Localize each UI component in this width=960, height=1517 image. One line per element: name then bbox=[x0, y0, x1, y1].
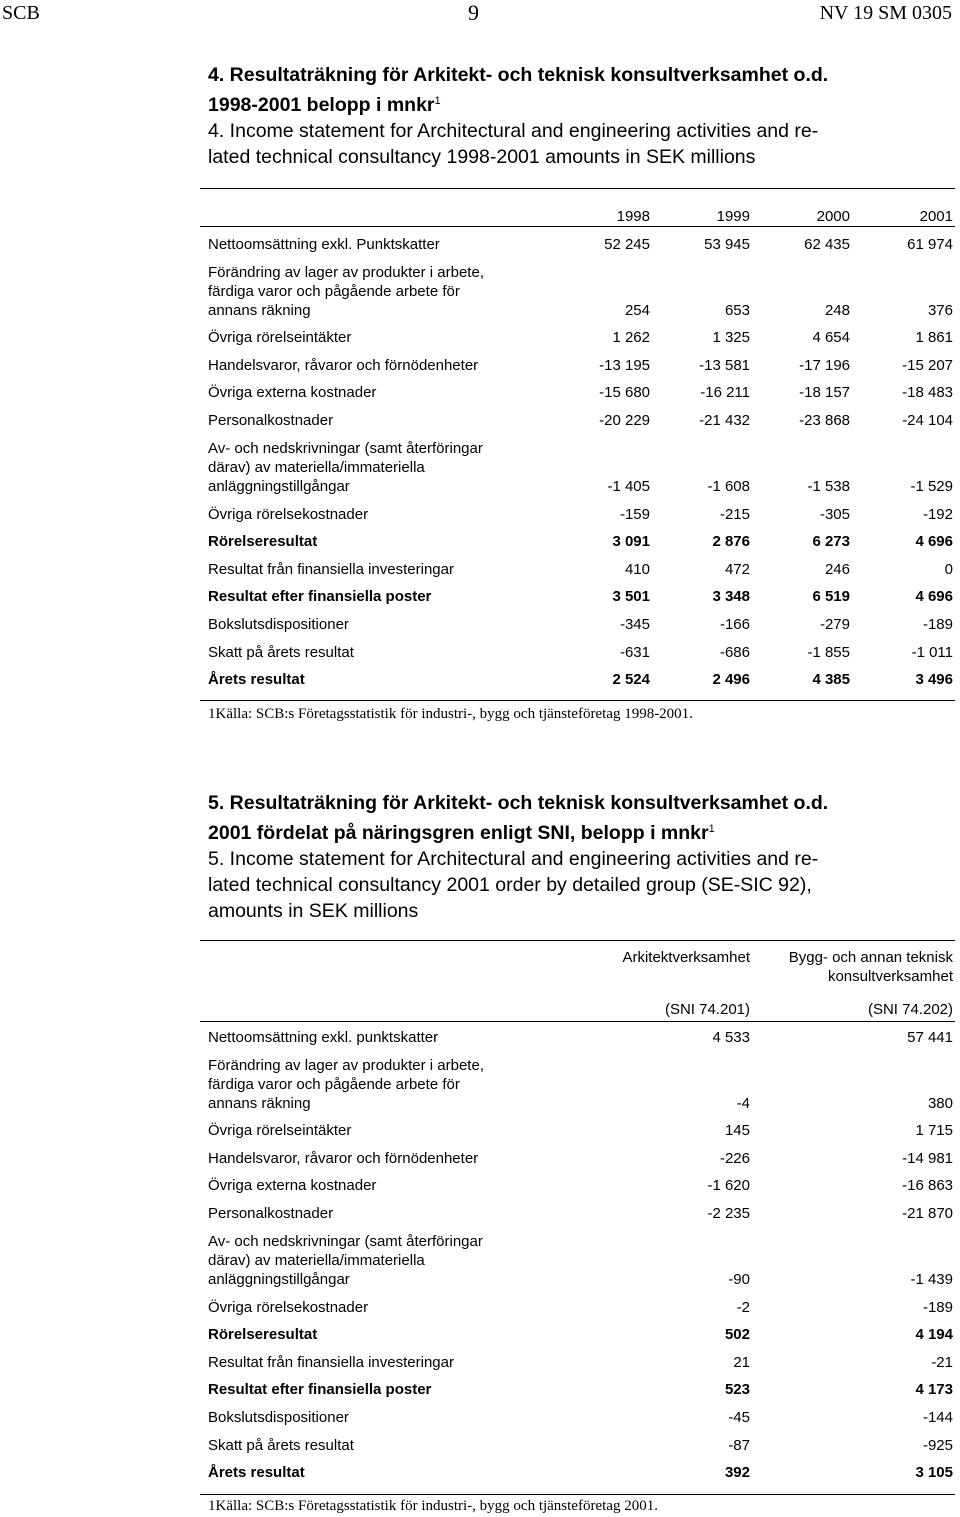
table-row bbox=[208, 254, 953, 320]
cell-value: -279 bbox=[819, 615, 850, 633]
activity-header: Bygg- och annan teknisk konsultverksamhet bbox=[788, 949, 953, 985]
cell-value: -1 620 bbox=[707, 1177, 750, 1195]
row-label: Bokslutsdispositioner bbox=[208, 1408, 349, 1426]
table-row bbox=[208, 320, 953, 348]
cell-value: -90 bbox=[728, 1270, 750, 1288]
row-label: Årets resultat bbox=[208, 1464, 305, 1482]
cell-value: 254 bbox=[624, 301, 650, 319]
table-row bbox=[208, 1399, 953, 1427]
table-row bbox=[208, 1223, 953, 1289]
footnote-marker: 1 bbox=[708, 823, 715, 835]
table-row bbox=[208, 1113, 953, 1141]
table-row bbox=[208, 551, 953, 579]
table-row bbox=[208, 606, 953, 634]
cell-value: -23 868 bbox=[799, 411, 850, 429]
year-header: 2001 bbox=[919, 208, 953, 225]
row-label: Rörelseresultat bbox=[208, 533, 318, 551]
cell-value: -2 235 bbox=[707, 1204, 750, 1222]
cell-value: 3 348 bbox=[712, 588, 750, 606]
row-label: Personalkostnader bbox=[208, 1204, 334, 1222]
cell-value: -631 bbox=[619, 643, 650, 661]
cell-value: 392 bbox=[724, 1464, 750, 1482]
cell-value: 2 876 bbox=[712, 533, 750, 551]
table-row bbox=[208, 226, 953, 254]
table-row bbox=[208, 662, 953, 690]
cell-value: 1 715 bbox=[915, 1122, 953, 1140]
table4-footnote: 1Källa: SCB:s Företagsstatistik för industri-, bygg och tjänsteföretag 1998-2001. bbox=[208, 706, 693, 722]
cell-value: -159 bbox=[619, 505, 650, 523]
cell-value: 3 105 bbox=[915, 1464, 953, 1482]
cell-value: 4 696 bbox=[915, 533, 953, 551]
cell-value: -24 104 bbox=[902, 411, 953, 429]
table-row bbox=[208, 430, 953, 496]
cell-value: 4 696 bbox=[915, 588, 953, 606]
cell-value: -1 439 bbox=[910, 1270, 953, 1288]
page-number: 9 bbox=[468, 0, 479, 25]
row-label: Bokslutsdispositioner bbox=[208, 615, 349, 633]
activity-header: Arkitektverksamhet bbox=[622, 949, 750, 966]
cell-value: -17 196 bbox=[799, 356, 850, 374]
cell-value: 1 861 bbox=[915, 329, 953, 347]
cell-value: 1 262 bbox=[612, 329, 650, 347]
cell-value: 472 bbox=[724, 560, 750, 578]
cell-value: -166 bbox=[719, 615, 750, 633]
cell-value: -13 195 bbox=[599, 356, 650, 374]
cell-value: 21 bbox=[733, 1353, 750, 1371]
cell-value: 57 441 bbox=[907, 1028, 953, 1046]
cell-value: 502 bbox=[724, 1326, 750, 1344]
cell-value: 6 519 bbox=[812, 588, 850, 606]
table-row bbox=[208, 1372, 953, 1400]
cell-value: 52 245 bbox=[604, 235, 650, 253]
table4-title-swedish: 4. Resultaträkning för Arkitekt- och teknisk konsultverksamhet o.d. 1998-2001 belopp i mnkr$^1$ bbox=[208, 64, 829, 116]
table4-bottom-rule bbox=[200, 700, 955, 701]
table-row bbox=[208, 1317, 953, 1345]
table-row bbox=[208, 402, 953, 430]
cell-value: 4 194 bbox=[915, 1326, 953, 1344]
cell-value: -15 207 bbox=[902, 356, 953, 374]
cell-value: 248 bbox=[824, 301, 850, 319]
cell-value: 523 bbox=[724, 1381, 750, 1399]
cell-value: 4 654 bbox=[812, 329, 850, 347]
footnote-marker: 1 bbox=[434, 95, 441, 107]
publisher-label: SCB bbox=[2, 2, 40, 24]
cell-value: -305 bbox=[819, 505, 850, 523]
cell-value: -20 229 bbox=[599, 411, 650, 429]
table4-title bbox=[208, 62, 948, 170]
cell-value: -1 538 bbox=[807, 477, 850, 495]
cell-value: -925 bbox=[922, 1436, 953, 1454]
row-label: Förändring av lager av produkter i arbete, färdiga varor och pågående arbete för annans räkning bbox=[208, 263, 484, 319]
cell-value: 2 524 bbox=[612, 671, 650, 689]
cell-value: 376 bbox=[927, 301, 953, 319]
cell-value: -1 855 bbox=[807, 643, 850, 661]
cell-value: -14 981 bbox=[902, 1149, 953, 1167]
cell-value: 3 091 bbox=[612, 533, 650, 551]
table4-title-english: 4. Income statement for Architectural and engineering activities and re- lated technical consultancy 1998-2001 amounts in SEK millions bbox=[208, 120, 819, 168]
table5-top-rule bbox=[200, 940, 955, 941]
table-row bbox=[208, 579, 953, 607]
table5-title-swedish: 5. Resultaträkning för Arkitekt- och teknisk konsultverksamhet o.d. 2001 fördelat på näringsgren enligt SNI, belopp i mnkr$^1$ bbox=[208, 792, 829, 844]
table-row bbox=[208, 1168, 953, 1196]
cell-value: -18 483 bbox=[902, 384, 953, 402]
cell-value: -2 bbox=[736, 1298, 750, 1316]
row-label: Övriga rörelsekostnader bbox=[208, 1298, 369, 1316]
cell-value: -345 bbox=[619, 615, 650, 633]
cell-value: -16 863 bbox=[902, 1177, 953, 1195]
row-label: Övriga externa kostnader bbox=[208, 1177, 377, 1195]
page-header bbox=[0, 0, 960, 30]
row-label: Resultat efter finansiella poster bbox=[208, 588, 432, 606]
cell-value: -16 211 bbox=[700, 384, 750, 402]
cell-value: 6 273 bbox=[812, 533, 850, 551]
table5-code-row bbox=[208, 992, 953, 1019]
table-row bbox=[208, 1140, 953, 1168]
cell-value: -144 bbox=[922, 1408, 953, 1426]
table-row bbox=[208, 1455, 953, 1483]
table-row bbox=[208, 634, 953, 662]
cell-value: -15 680 bbox=[599, 384, 650, 402]
row-label: Övriga rörelseintäkter bbox=[208, 1122, 352, 1140]
table5-header-row bbox=[208, 948, 953, 992]
cell-value: 4 533 bbox=[712, 1028, 750, 1046]
year-header: 1998 bbox=[616, 208, 650, 225]
table5-title-english: 5. Income statement for Architectural and engineering activities and re- lated technical consultancy 2001 order by detailed group (SE-SIC 92), amounts in SEK millions bbox=[208, 848, 819, 922]
row-label: Resultat från finansiella investeringar bbox=[208, 1353, 454, 1371]
table-row bbox=[208, 496, 953, 524]
row-label: Resultat från finansiella investeringar bbox=[208, 560, 454, 578]
cell-value: -1 405 bbox=[607, 477, 650, 495]
table4-top-rule bbox=[200, 188, 955, 189]
row-label: Övriga rörelseintäkter bbox=[208, 329, 352, 347]
row-label: Personalkostnader bbox=[208, 411, 334, 429]
table4-header-row bbox=[208, 198, 953, 226]
cell-value: -13 581 bbox=[699, 356, 750, 374]
row-label: Av- och nedskrivningar (samt återföringar därav) av materiella/immateriella anläggningstillgångar bbox=[208, 439, 483, 495]
cell-value: 145 bbox=[724, 1122, 750, 1140]
row-label: Nettoomsättning exkl. Punktskatter bbox=[208, 235, 440, 253]
cell-value: -1 529 bbox=[910, 477, 953, 495]
cell-value: 1 325 bbox=[712, 329, 750, 347]
table-row bbox=[208, 1047, 953, 1113]
cell-value: -87 bbox=[728, 1436, 750, 1454]
cell-value: 3 496 bbox=[915, 671, 953, 689]
cell-value: 410 bbox=[624, 560, 650, 578]
cell-value: -45 bbox=[728, 1408, 750, 1426]
cell-value: -189 bbox=[922, 615, 953, 633]
row-label: Rörelseresultat bbox=[208, 1326, 318, 1344]
table-row bbox=[208, 1019, 953, 1047]
cell-value: -215 bbox=[719, 505, 750, 523]
table-row bbox=[208, 347, 953, 375]
report-code: NV 19 SM 0305 bbox=[819, 2, 952, 24]
row-label: Nettoomsättning exkl. punktskatter bbox=[208, 1028, 439, 1046]
row-label: Övriga rörelsekostnader bbox=[208, 505, 369, 523]
row-label: Skatt på årets resultat bbox=[208, 1436, 354, 1454]
cell-value: 61 974 bbox=[907, 235, 953, 253]
cell-value: -1 608 bbox=[707, 477, 750, 495]
row-label: Förändring av lager av produkter i arbete, färdiga varor och pågående arbete för annans räkning bbox=[208, 1056, 484, 1112]
cell-value: -192 bbox=[922, 505, 953, 523]
row-label: Av- och nedskrivningar (samt återföringar därav) av materiella/immateriella anläggningstillgångar bbox=[208, 1232, 483, 1288]
cell-value: 4 173 bbox=[915, 1381, 953, 1399]
year-header: 2000 bbox=[816, 208, 850, 225]
row-label: Årets resultat bbox=[208, 671, 305, 689]
table5-bottom-rule bbox=[200, 1494, 955, 1495]
sni-code-header: (SNI 74.201) bbox=[664, 1001, 750, 1018]
table4 bbox=[208, 198, 953, 689]
cell-value: 62 435 bbox=[804, 235, 850, 253]
cell-value: -189 bbox=[922, 1298, 953, 1316]
cell-value: -21 432 bbox=[699, 411, 750, 429]
row-label: Resultat efter finansiella poster bbox=[208, 1381, 432, 1399]
row-label: Skatt på årets resultat bbox=[208, 643, 354, 661]
cell-value: 653 bbox=[724, 301, 750, 319]
cell-value: 380 bbox=[927, 1094, 953, 1112]
cell-value: -4 bbox=[736, 1094, 750, 1112]
row-label: Handelsvaror, råvaror och förnödenheter bbox=[208, 356, 479, 374]
cell-value: -21 870 bbox=[902, 1204, 953, 1222]
table5 bbox=[208, 948, 953, 1482]
cell-value: 3 501 bbox=[612, 588, 650, 606]
table-row bbox=[208, 1289, 953, 1317]
table-row bbox=[208, 524, 953, 552]
cell-value: 246 bbox=[824, 560, 850, 578]
cell-value: -21 bbox=[931, 1353, 953, 1371]
cell-value: -1 011 bbox=[911, 643, 953, 661]
table-row bbox=[208, 1344, 953, 1372]
cell-value: -18 157 bbox=[799, 384, 850, 402]
cell-value: 2 496 bbox=[712, 671, 750, 689]
table-row bbox=[208, 375, 953, 403]
table-row bbox=[208, 1195, 953, 1223]
cell-value: 53 945 bbox=[704, 235, 750, 253]
sni-code-header: (SNI 74.202) bbox=[867, 1001, 953, 1018]
cell-value: 0 bbox=[944, 560, 953, 578]
year-header: 1999 bbox=[716, 208, 750, 225]
table5-title bbox=[208, 790, 948, 924]
cell-value: -686 bbox=[719, 643, 750, 661]
row-label: Handelsvaror, råvaror och förnödenheter bbox=[208, 1149, 479, 1167]
table5-footnote: 1Källa: SCB:s Företagsstatistik för industri-, bygg och tjänsteföretag 2001. bbox=[208, 1498, 658, 1514]
cell-value: 4 385 bbox=[812, 671, 850, 689]
table-row bbox=[208, 1427, 953, 1455]
cell-value: -226 bbox=[719, 1149, 750, 1167]
row-label: Övriga externa kostnader bbox=[208, 384, 377, 402]
